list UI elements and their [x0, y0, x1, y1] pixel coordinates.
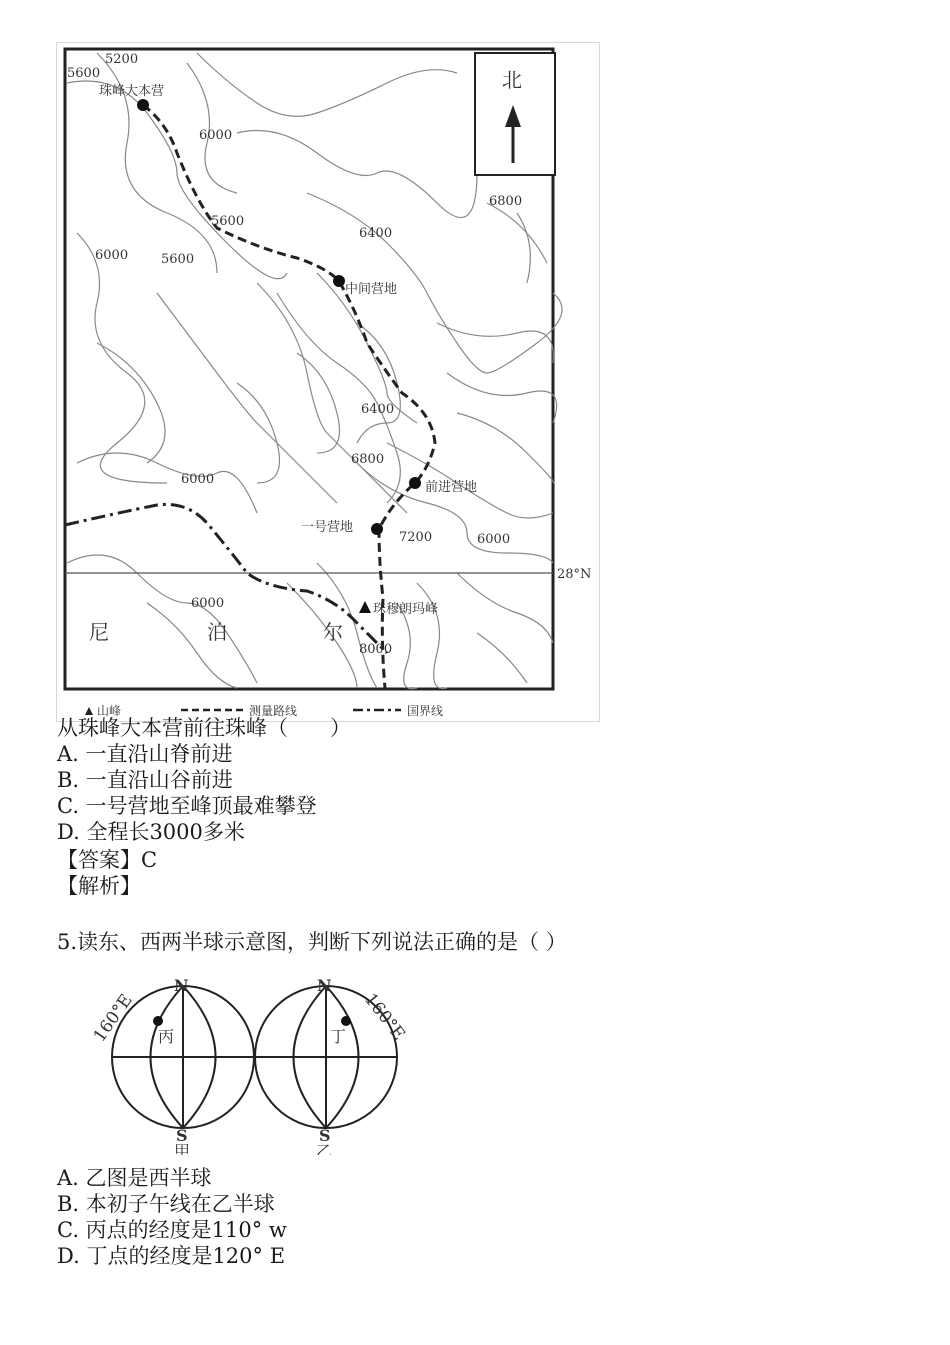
legend-border-label: 国界线 — [407, 704, 444, 718]
survey-route — [143, 105, 435, 688]
contour-label: 6000 — [199, 128, 233, 143]
contour-label: 6000 — [181, 472, 215, 487]
q4-option-c: C. 一号营地至峰顶最难攀登 — [57, 794, 317, 818]
country-char: 尼 — [89, 620, 109, 644]
middle-camp-marker — [333, 275, 345, 287]
advance-camp-marker — [409, 477, 421, 489]
q4-answer: 【答案】C — [57, 848, 158, 872]
base-camp-marker — [137, 99, 149, 111]
contour-label: 6800 — [489, 194, 523, 209]
place-label-camp-one: 一号营地 — [301, 520, 354, 535]
contour-labels — [67, 52, 522, 657]
contour-label: 5600 — [161, 252, 195, 267]
compass-label: 北 — [502, 68, 522, 92]
contour-label: 6800 — [351, 452, 385, 467]
globe-left-point: 丙 — [158, 1027, 175, 1046]
q4-option-d: D. 全程长3000多米 — [57, 820, 245, 844]
country-name — [89, 620, 343, 644]
contour-label: 5600 — [211, 214, 245, 229]
q4-analysis: 【解析】 — [57, 874, 141, 898]
q5-option-a: A. 乙图是西半球 — [57, 1166, 212, 1190]
contour-label: 6000 — [477, 532, 511, 547]
place-label-summit: 珠穆朗玛峰 — [373, 602, 439, 617]
everest-map — [56, 42, 600, 722]
contour-label: 5600 — [67, 66, 101, 81]
legend-peak-label: 山峰 — [97, 704, 122, 718]
contour-label: 6400 — [361, 402, 395, 417]
point-ding-marker — [341, 1016, 351, 1026]
country-char: 泊 — [207, 620, 227, 644]
globe-right-name: 乙 — [316, 1142, 333, 1155]
contour-label: 5200 — [105, 52, 139, 67]
contour-label: 7200 — [399, 530, 433, 545]
contour-label: 6400 — [359, 226, 393, 241]
contour-label: 6000 — [191, 596, 225, 611]
globe-left — [112, 986, 254, 1128]
q4-stem: 从珠峰大本营前往珠峰（ ） — [57, 716, 351, 740]
contour-label: 8000 — [359, 642, 393, 657]
hemisphere-diagram — [78, 975, 438, 1159]
hemisphere-svg — [78, 975, 438, 1155]
place-label-advance-camp: 前进营地 — [425, 480, 478, 495]
latitude-label: 28°N — [557, 567, 592, 582]
country-char: 尔 — [323, 620, 343, 644]
q4-option-a: A. 一直沿山脊前进 — [57, 742, 233, 766]
point-bing-marker — [153, 1016, 163, 1026]
contour-label: 6000 — [95, 248, 129, 263]
legend-route-label: 测量路线 — [249, 704, 298, 718]
q4-option-b: B. 一直沿山谷前进 — [57, 768, 233, 792]
globe-right-meridian: 160°E — [360, 989, 409, 1045]
globe-left-name: 甲 — [174, 1142, 191, 1155]
globe-right-point: 丁 — [330, 1027, 347, 1046]
globe-left-meridian: 160°E — [89, 990, 137, 1046]
legend-peak-icon — [85, 707, 93, 715]
q5-option-b: B. 本初子午线在乙半球 — [57, 1192, 275, 1216]
q5-option-c: C. 丙点的经度是110° w — [57, 1218, 287, 1242]
globe-right-s: S — [319, 1126, 331, 1145]
camp-one-marker — [371, 523, 383, 535]
place-label-base-camp: 珠峰大本营 — [99, 84, 165, 99]
q5-option-d: D. 丁点的经度是120° E — [57, 1244, 286, 1268]
q5-stem: 5.读东、西两半球示意图，判断下列说法正确的是（ ） — [57, 930, 567, 954]
place-label-middle-camp: 中间营地 — [345, 282, 398, 297]
globe-left-s: S — [176, 1126, 188, 1145]
map-graphic — [57, 43, 599, 721]
globe-right-n: N — [317, 976, 332, 995]
summit-marker — [359, 601, 371, 613]
globe-left-n: N — [174, 976, 189, 995]
